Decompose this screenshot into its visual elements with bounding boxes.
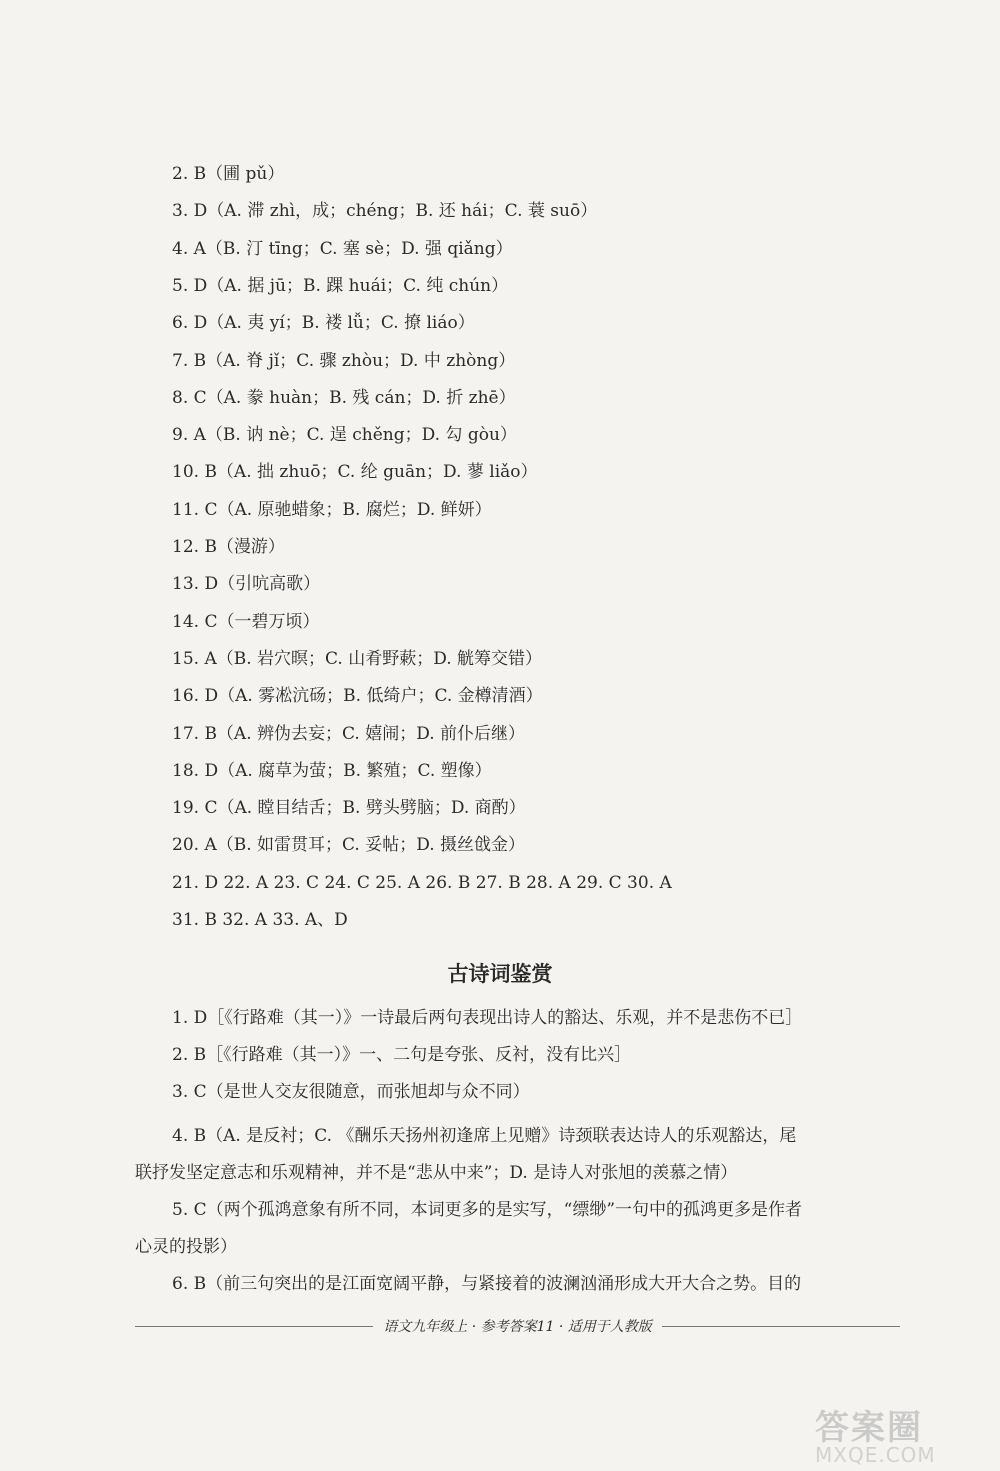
footer-text: 语文九年级上 · 参考答案11 · 适用于人教版 [383,1319,652,1335]
page-footer [135,1316,900,1336]
site-watermark [815,1400,980,1467]
answer-item: 18. D（A. 腐草为萤；B. 繁殖；C. 塑像） [172,761,492,781]
answer-item: 14. C（一碧万顷） [172,612,320,632]
answer-item: 6. D（A. 夷 yí；B. 褛 lǚ；C. 撩 liáo） [172,313,475,333]
answer-item: 2. B（圃 pǔ） [172,164,285,184]
answer-item: 9. A（B. 讷 nè；C. 逞 chěng；D. 勾 gòu） [172,425,517,445]
answer-item: 10. B（A. 拙 zhuō；C. 纶 guān；D. 蓼 liǎo） [172,462,538,482]
answer-item: 15. A（B. 岩穴暝；C. 山肴野蔌；D. 觥筹交错） [172,649,543,669]
answer-item: 13. D（引吭高歌） [172,574,321,594]
answer-item: 3. C（是世人交友很随意，而张旭却与众不同） [172,1082,530,1102]
footer-rule-left [135,1326,373,1327]
answer-paragraph-4 [135,1118,900,1192]
answer-5-first-line: 5. C（两个孤鸿意象有所不同，本词更多的是实写，“缥缈”一句中的孤鸿更多是作者 [172,1200,803,1220]
answer-4-first-line: 4. B（A. 是反衬；C. 《酬乐天扬州初逢席上见赠》诗颈联表达诗人的乐观豁达，尾 [172,1126,797,1146]
answer-4-second-line: 联抒发坚定意志和乐观精神，并不是“悲从中来”；D. 是诗人对张旭的羡慕之情） [135,1163,738,1183]
answer-item: 21. D 22. A 23. C 24. C 25. A 26. B 27. B 28. A 29. C 30. A [172,873,672,893]
answer-item: 3. D（A. 滞 zhì，成；chéng；B. 还 hái；C. 蓑 suō） [172,201,598,221]
answer-item: 20. A（B. 如雷贯耳；C. 妥帖；D. 摄丝戗金） [172,835,526,855]
answer-item: 31. B 32. A 33. A、D [172,910,348,930]
watermark-logo: 答案圈 [815,1408,923,1448]
answer-item: 19. C（A. 瞠目结舌；B. 劈头劈脑；D. 商酌） [172,798,526,818]
answer-item: 1. D［《行路难（其一）》一诗最后两句表现出诗人的豁达、乐观，并不是悲伤不已］ [172,1008,803,1028]
answer-item: 17. B（A. 辨伪去妄；C. 嬉闹；D. 前仆后继） [172,724,526,744]
answer-5-second-line: 心灵的投影） [135,1237,237,1257]
answer-item: 8. C（A. 豢 huàn；B. 残 cán；D. 折 zhē） [172,388,516,408]
answer-item: 4. A（B. 汀 tīng；C. 塞 sè；D. 强 qiǎng） [172,239,513,259]
answer-6-first-line: 6. B（前三句突出的是江面宽阔平静，与紧接着的波澜汹涌形成大开大合之势。目的 [172,1274,802,1294]
answer-paragraph-6 [135,1266,900,1303]
answer-item: 7. B（A. 脊 jǐ；C. 骤 zhòu；D. 中 zhòng） [172,351,516,371]
answer-item: 5. D（A. 据 jū；B. 踝 huái；C. 纯 chún） [172,276,509,296]
watermark-url: MXQE.COM [815,1443,936,1467]
answer-item: 2. B［《行路难（其一）》一、二句是夸张、反衬，没有比兴］ [172,1045,632,1065]
answer-item: 16. D（A. 雾凇沆砀；B. 低绮户；C. 金樽清酒） [172,686,543,706]
answer-item: 11. C（A. 原驰蜡象；B. 腐烂；D. 鲜妍） [172,500,492,520]
answer-item: 12. B（漫游） [172,537,285,557]
section-title: 古诗词鉴赏 [447,962,553,986]
answer-paragraph-5 [135,1192,900,1266]
footer-rule-right [662,1326,900,1327]
